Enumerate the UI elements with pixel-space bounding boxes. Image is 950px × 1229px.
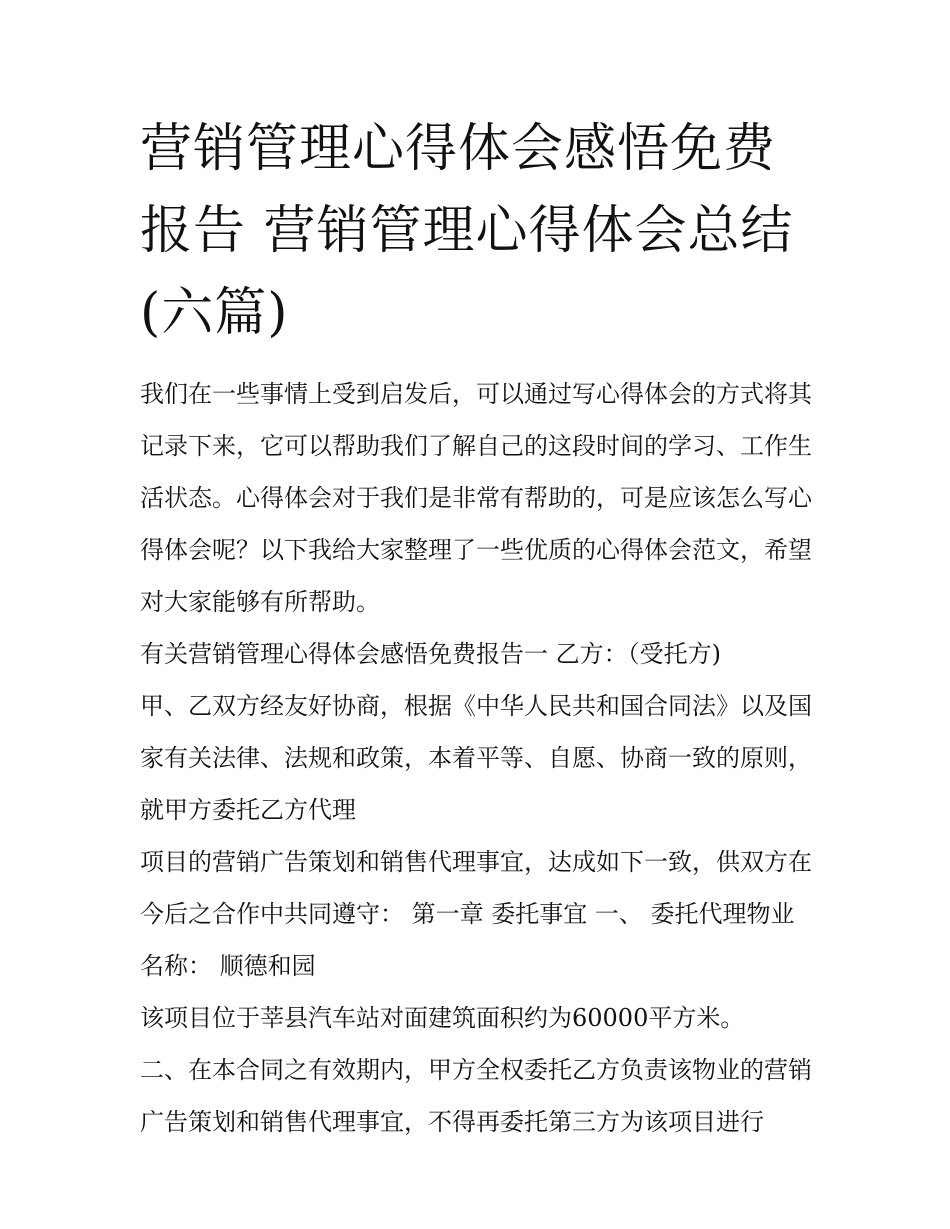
paragraph-report-heading: 有关营销管理心得体会感悟免费报告一 乙方：（受托方) (140, 640, 721, 668)
paragraph-exclusive-agency: 二、在本合同之有效期内，甲方全权委托乙方负责该物业的营销广告策划和销售代理事宜，不得再委托第三方为该项目进行 (140, 1056, 812, 1136)
document-title: 营销管理心得体会感悟免费报告 营销管理心得体会总结(六篇) (140, 119, 794, 343)
document-page (140, 108, 815, 1148)
paragraph-agreement-basis: 甲、乙双方经友好协商，根据《中华人民共和国合同法》以及国家有关法律、法规和政策，本着平等、自愿、协商一致的原则，就甲方委托乙方代理 (140, 692, 812, 824)
paragraph-project-scope: 项目的营销广告策划和销售代理事宜，达成如下一致，供双方在今后之合作中共同遵守： 第一章 委托事宜 一、 委托代理物业名称： 顺德和园 (140, 848, 812, 980)
paragraph-project-location: 该项目位于莘县汽车站对面建筑面积约为60000平方米。 (140, 1004, 745, 1032)
paragraph-intro: 我们在一些事情上受到启发后，可以通过写心得体会的方式将其记录下来，它可以帮助我们了解自己的这段时间的学习、工作生活状态。心得体会对于我们是非常有帮助的，可是应该怎么写心得体会呢？以下我给大家整理了一些优质的心得体会范文，希望对大家能够有所帮助。 (140, 380, 812, 616)
